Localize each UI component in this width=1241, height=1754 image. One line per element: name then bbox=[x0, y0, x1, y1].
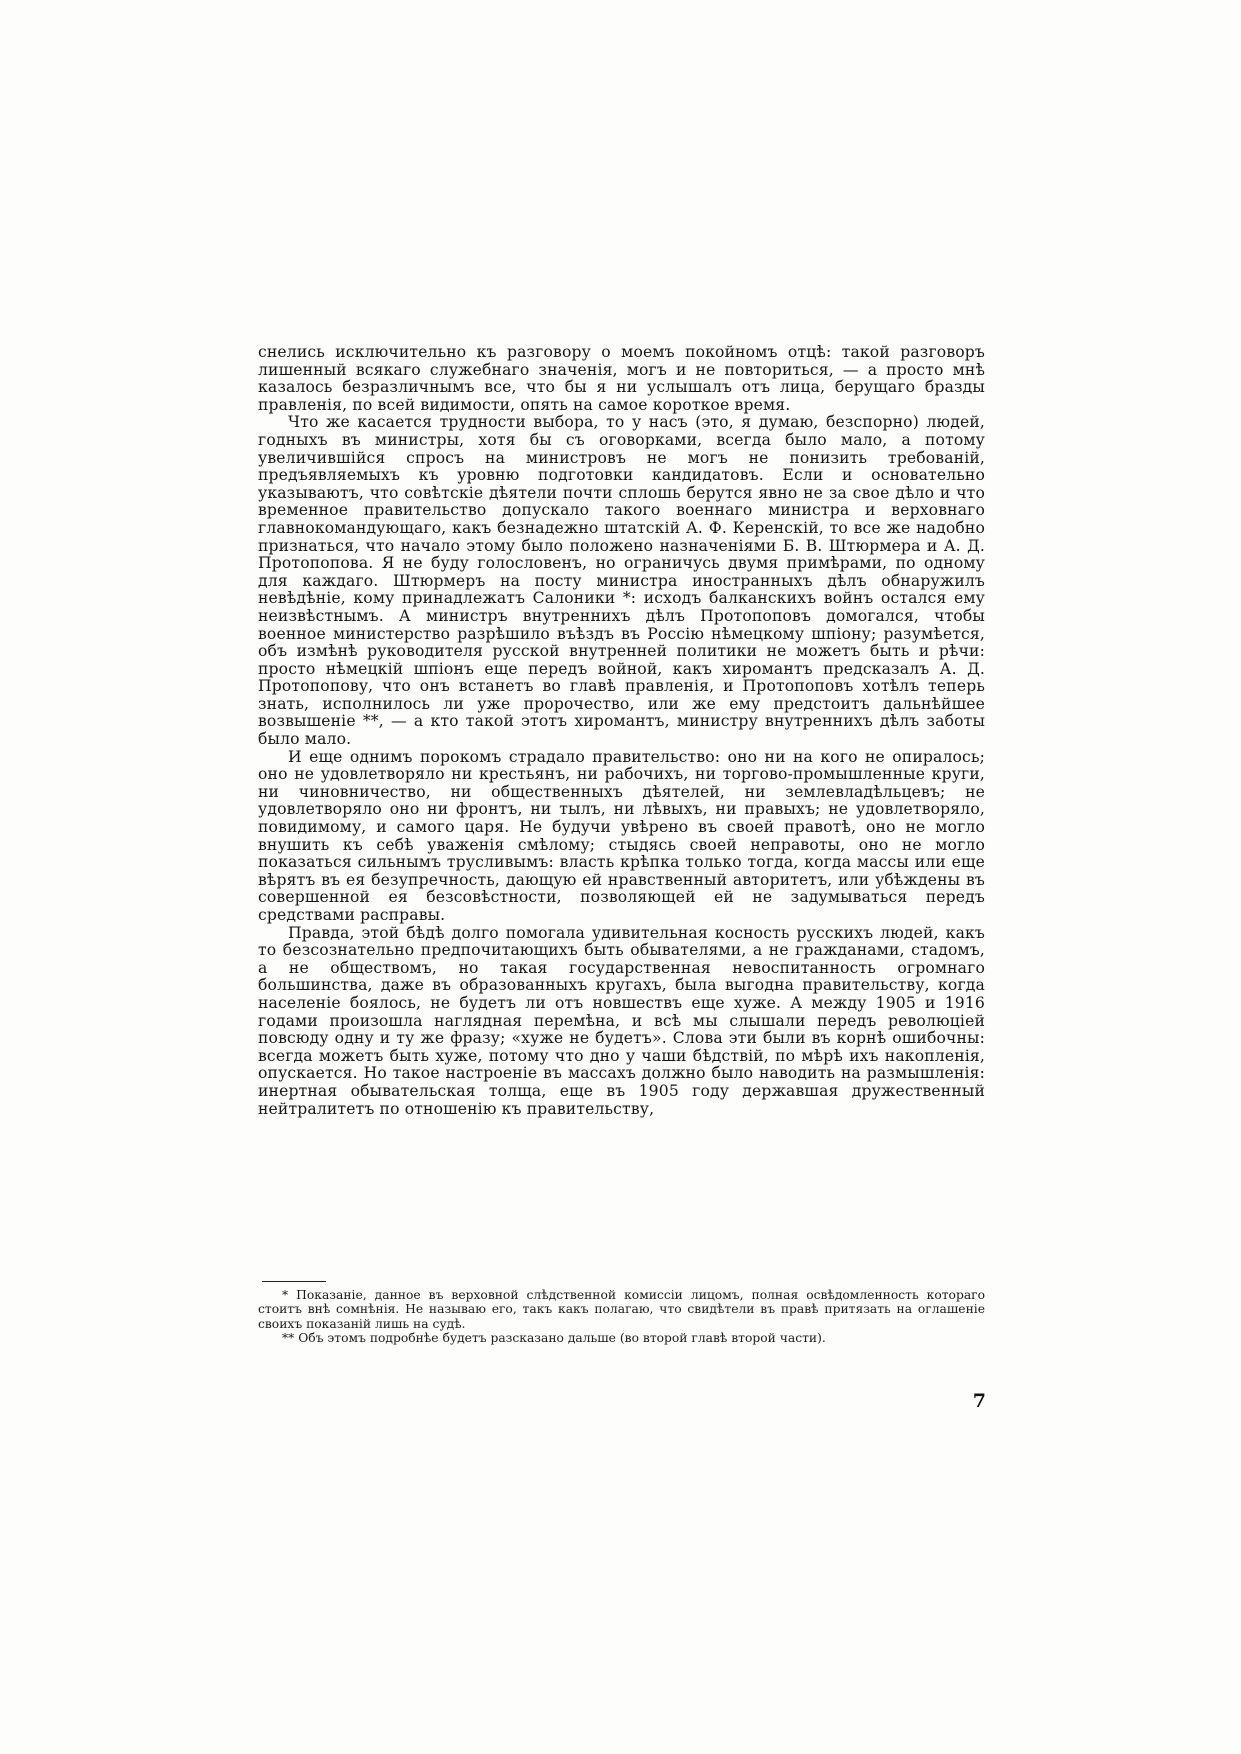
footnote: ** Объ этомъ подробнѣе будетъ разсказано дальше (во второй главѣ второй части). bbox=[282, 1330, 826, 1345]
paragraph: И еще однимъ порокомъ страдало правительство: оно ни на кого не опиралось; оно не удовлетворяло ни крестьянъ, ни рабочихъ, ни торгово-промышленные круги, ни чиновничество, ни общественныхъ дѣятелей, ни землевладѣльцевъ; не удовлетворяло оно ни фронтъ, ни тылъ, ни лѣвыхъ, ни правыхъ; не удовлетворяло, повидимому, и самого царя. Не будучи увѣрено въ своей правотѣ, оно не могло внушить къ себѣ уваженія смѣлому; стыдясь своей неправоты, оно не могло показаться сильнымъ трусливымъ: власть крѣпка только тогда, когда массы или еще вѣрятъ въ ея безупречность, дающую ей нравственный авторитетъ, или убѣждены въ совершенной ея безсовѣстности, позволяющей ей не задумываться передъ средствами расправы. bbox=[258, 747, 985, 924]
footnotes bbox=[258, 1288, 985, 1345]
paragraph: Правда, этой бѣдѣ долго помогала удивительная косность русскихъ людей, какъ то безсознательно предпочитающихъ быть обывателями, а не гражданами, стадомъ, а не обществомъ, но такая государственная невоспитанность огромнаго большинства, даже въ образованныхъ кругахъ, была выгодна правительству, когда населеніе боялось, не будетъ ли отъ новшествъ еще хуже. А между 1905 и 1916 годами произошла наглядная перемѣна, и всѣ мы слышали передъ революціей повсюду одну и ту же фразу; «хуже не будетъ». Слова эти были въ корнѣ ошибочны: всегда можетъ быть хуже, потому что дно у чаши бѣдствій, по мѣрѣ ихъ накопленія, опускается. Но такое настроеніе въ массахъ должно было наводить на размышленія: инертная обывательская толща, еще въ 1905 году державшая дружественный нейтралитетъ по отношенію къ правительству, bbox=[258, 923, 985, 1118]
footnote-separator bbox=[262, 1281, 326, 1282]
paragraph: Что же касается трудности выбора, то у насъ (это, я думаю, безспорно) людей, годныхъ въ министры, хотя бы съ оговорками, всегда было мало, а потому увеличившійся спросъ на министровъ не могъ не понизить требованій, предъявляемыхъ къ уровню подготовки кандидатовъ. Если и основательно указываютъ, что совѣтскіе дѣятели почти сплошь берутся явно не за свое дѣло и что временное правительство допускало такого военнаго министра и верховнаго главнокомандующаго, какъ безнадежно штатскій А. Ф. Керенскій, то все же надобно признаться, что начало этому было положено назначеніями Б. В. Штюрмера и А. Д. Протопопова. Я не буду голословенъ, но ограничусь двумя примѣрами, по одному для каждаго. Штюрмеръ на посту министра иностранныхъ дѣлъ обнаружилъ невѣдѣніе, кому принадлежатъ Салоники *: исходъ балканскихъ войнъ остался ему неизвѣстнымъ. А министръ внутреннихъ дѣлъ Протопоповъ домогался, чтобы военное министерство разрѣшило въѣздъ въ Россію нѣмецкому шпіону; разумѣется, объ измѣнѣ руководителя русской внутренней политики не можетъ быть и рѣчи: просто нѣмецкій шпіонъ еще передъ войной, какъ хиромантъ предсказалъ А. Д. Протопопову, что онъ встанетъ во главѣ правленія, и Протопоповъ хотѣлъ теперь знать, исполнилось ли уже пророчество, или же ему предстоитъ дальнѣйшее возвышеніе **, — а кто такой этотъ хиромантъ, министру внутреннихъ дѣлъ заботы было мало. bbox=[258, 413, 985, 749]
paragraph-continuation: снелись исключительно къ разговору о моемъ покойномъ отцѣ: такой разговоръ лишенный всякаго служебнаго значенія, могъ и не повториться, — а просто мнѣ казалось безразличнымъ все, что бы я ни услышалъ отъ лица, берущаго бразды правленія, по всей видимости, опять на самое короткое время. bbox=[258, 343, 985, 414]
footnote: * Показаніе, данное въ верховной слѣдственной комиссіи лицомъ, полная освѣдомленность котораго стоитъ внѣ сомнѣнія. Не называю его, такъ какъ полагаю, что свидѣтели въ правѣ притязать на оглашеніе своихъ показаній лишь на судѣ. bbox=[258, 1288, 985, 1331]
main-text bbox=[258, 344, 985, 1118]
page-number: 7 bbox=[972, 1390, 986, 1412]
